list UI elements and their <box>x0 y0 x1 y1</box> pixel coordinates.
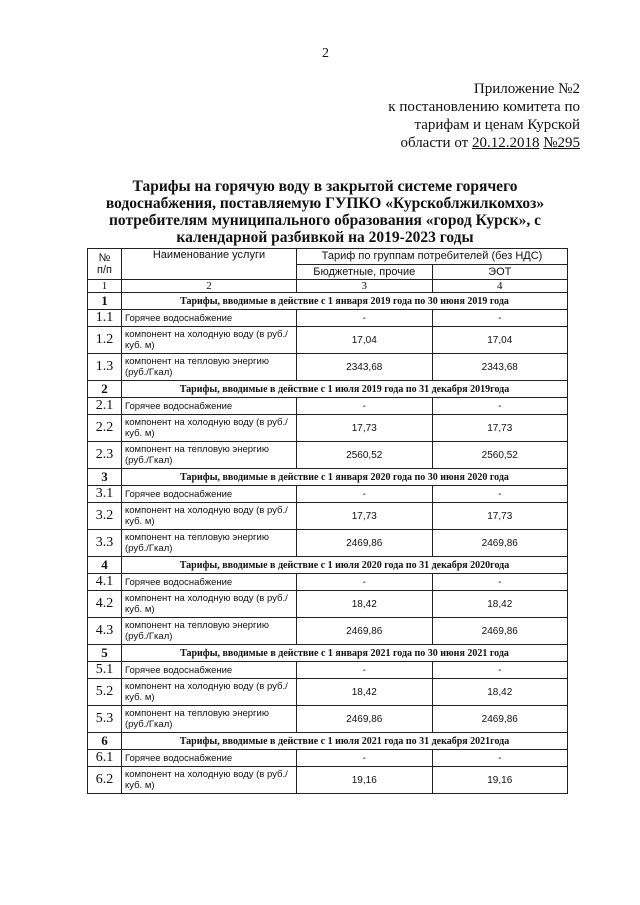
index-cell: 3 <box>297 280 433 293</box>
service-name: компонент на тепловую энергию (руб./Гкал) <box>122 618 297 645</box>
row-number: 2.2 <box>88 415 122 442</box>
document-title <box>95 178 555 246</box>
service-name: компонент на холодную воду (в руб./куб. м) <box>122 591 297 618</box>
section-row <box>88 733 568 750</box>
header-num-cell <box>88 249 122 280</box>
section-row <box>88 469 568 486</box>
header-tariff-group: Тариф по группам потребителей (без НДС) <box>297 249 568 265</box>
tariff-budget: - <box>297 750 433 767</box>
tariff-eot: - <box>432 486 568 503</box>
row-number: 4.2 <box>88 591 122 618</box>
tariff-eot: - <box>432 398 568 415</box>
header-eot: ЭОТ <box>432 264 568 280</box>
section-row <box>88 645 568 662</box>
row-number: 4.1 <box>88 574 122 591</box>
annex-header <box>340 80 580 152</box>
tariff-eot: - <box>432 750 568 767</box>
table-row <box>88 486 568 503</box>
tariff-eot: 17,73 <box>432 415 568 442</box>
service-name: компонент на тепловую энергию (руб./Гкал) <box>122 442 297 469</box>
tariff-eot: 19,16 <box>432 767 568 794</box>
title-line-3: потребителям муниципального образования «город Курск», с <box>109 212 541 229</box>
table-row <box>88 327 568 354</box>
header-service: Наименование услуги <box>122 249 297 280</box>
row-number: 3.2 <box>88 503 122 530</box>
row-number: 3.1 <box>88 486 122 503</box>
tariff-budget: 19,16 <box>297 767 433 794</box>
row-number: 6.1 <box>88 750 122 767</box>
table-row <box>88 618 568 645</box>
section-row <box>88 557 568 574</box>
section-row <box>88 293 568 310</box>
tariff-budget: - <box>297 398 433 415</box>
table-row <box>88 574 568 591</box>
row-number: 4.3 <box>88 618 122 645</box>
tariff-eot: 18,42 <box>432 679 568 706</box>
title-line-4: календарной разбивкой на 2019-2023 годы <box>176 229 474 246</box>
tariff-budget: 2469,86 <box>297 618 433 645</box>
tariff-budget: 17,73 <box>297 415 433 442</box>
header-num: № <box>98 252 111 264</box>
table-index-row <box>88 280 568 293</box>
service-name: компонент на тепловую энергию (руб./Гкал) <box>122 706 297 733</box>
index-cell: 4 <box>432 280 568 293</box>
section-title: Тарифы, вводимые в действие с 1 июля 2021 года по 31 декабря 2021года <box>122 733 568 750</box>
tariff-budget: - <box>297 486 433 503</box>
annex-line-4-prefix: области от <box>400 135 472 151</box>
row-number: 2.1 <box>88 398 122 415</box>
index-cell: 2 <box>122 280 297 293</box>
section-number: 1 <box>88 293 122 310</box>
row-number: 1.3 <box>88 354 122 381</box>
table-row <box>88 679 568 706</box>
index-cell: 1 <box>88 280 122 293</box>
table-row <box>88 442 568 469</box>
row-number: 5.3 <box>88 706 122 733</box>
tariff-budget: 17,04 <box>297 327 433 354</box>
row-number: 3.3 <box>88 530 122 557</box>
section-title: Тарифы, вводимые в действие с 1 июля 2020 года по 31 декабря 2020года <box>122 557 568 574</box>
service-name: Горячее водоснабжение <box>122 574 297 591</box>
section-number: 4 <box>88 557 122 574</box>
row-number: 1.2 <box>88 327 122 354</box>
service-name: Горячее водоснабжение <box>122 398 297 415</box>
tariff-eot: - <box>432 574 568 591</box>
section-number: 2 <box>88 381 122 398</box>
section-number: 6 <box>88 733 122 750</box>
title-line-2: водоснабжения, поставляемую ГУПКО «Курскоблжилкомхоз» <box>105 195 545 212</box>
section-title: Тарифы, вводимые в действие с 1 января 2021 года по 30 июня 2021 года <box>122 645 568 662</box>
table-row <box>88 503 568 530</box>
tariff-eot: 2469,86 <box>432 530 568 557</box>
section-title: Тарифы, вводимые в действие с 1 января 2020 года по 30 июня 2020 года <box>122 469 568 486</box>
table-row <box>88 591 568 618</box>
service-name: компонент на тепловую энергию (руб./Гкал) <box>122 354 297 381</box>
service-name: компонент на холодную воду (в руб./куб. м) <box>122 503 297 530</box>
tariff-budget: 2469,86 <box>297 706 433 733</box>
header-budget: Бюджетные, прочие <box>297 264 433 280</box>
page-number: 2 <box>322 46 329 61</box>
tariff-eot: 2343,68 <box>432 354 568 381</box>
annex-line-3: тарифам и ценам Курской <box>414 117 580 133</box>
service-name: Горячее водоснабжение <box>122 310 297 327</box>
tariff-eot: - <box>432 310 568 327</box>
row-number: 1.1 <box>88 310 122 327</box>
annex-title: Приложение №2 <box>473 81 580 97</box>
row-number: 6.2 <box>88 767 122 794</box>
table-row <box>88 398 568 415</box>
tariff-budget: - <box>297 574 433 591</box>
header-num-2: п/п <box>97 264 112 276</box>
tariff-eot: 2469,86 <box>432 618 568 645</box>
annex-line-4 <box>340 134 580 152</box>
service-name: компонент на холодную воду (в руб./куб. м) <box>122 327 297 354</box>
service-name: компонент на тепловую энергию (руб./Гкал) <box>122 530 297 557</box>
row-number: 2.3 <box>88 442 122 469</box>
tariff-budget: 2343,68 <box>297 354 433 381</box>
table-header-row <box>88 249 568 265</box>
tariff-budget: 18,42 <box>297 591 433 618</box>
tariff-eot: 17,04 <box>432 327 568 354</box>
service-name: Горячее водоснабжение <box>122 486 297 503</box>
table-row <box>88 310 568 327</box>
table-row <box>88 530 568 557</box>
table-row <box>88 662 568 679</box>
table-row <box>88 415 568 442</box>
annex-line-2: к постановлению комитета по <box>388 99 580 115</box>
table-row <box>88 767 568 794</box>
annex-number: №295 <box>543 135 580 151</box>
row-number: 5.1 <box>88 662 122 679</box>
section-title: Тарифы, вводимые в действие с 1 июля 2019 года по 31 декабря 2019года <box>122 381 568 398</box>
section-number: 5 <box>88 645 122 662</box>
tariff-table <box>87 248 568 794</box>
section-title: Тарифы, вводимые в действие с 1 января 2019 года по 30 июня 2019 года <box>122 293 568 310</box>
service-name: компонент на холодную воду (в руб./куб. м) <box>122 415 297 442</box>
section-number: 3 <box>88 469 122 486</box>
table-row <box>88 706 568 733</box>
section-row <box>88 381 568 398</box>
tariff-eot: 2560,52 <box>432 442 568 469</box>
service-name: Горячее водоснабжение <box>122 662 297 679</box>
service-name: Горячее водоснабжение <box>122 750 297 767</box>
tariff-budget: - <box>297 662 433 679</box>
tariff-budget: - <box>297 310 433 327</box>
tariff-eot: 18,42 <box>432 591 568 618</box>
tariff-budget: 18,42 <box>297 679 433 706</box>
tariff-eot: 17,73 <box>432 503 568 530</box>
table-row <box>88 354 568 381</box>
tariff-budget: 2560,52 <box>297 442 433 469</box>
service-name: компонент на холодную воду (в руб./куб. м) <box>122 767 297 794</box>
tariff-budget: 17,73 <box>297 503 433 530</box>
table-row <box>88 750 568 767</box>
tariff-eot: - <box>432 662 568 679</box>
service-name: компонент на холодную воду (в руб./куб. м) <box>122 679 297 706</box>
title-line-1: Тарифы на горячую воду в закрытой системе горячего <box>132 178 518 195</box>
tariff-budget: 2469,86 <box>297 530 433 557</box>
annex-date: 20.12.2018 <box>471 135 540 151</box>
row-number: 5.2 <box>88 679 122 706</box>
tariff-eot: 2469,86 <box>432 706 568 733</box>
